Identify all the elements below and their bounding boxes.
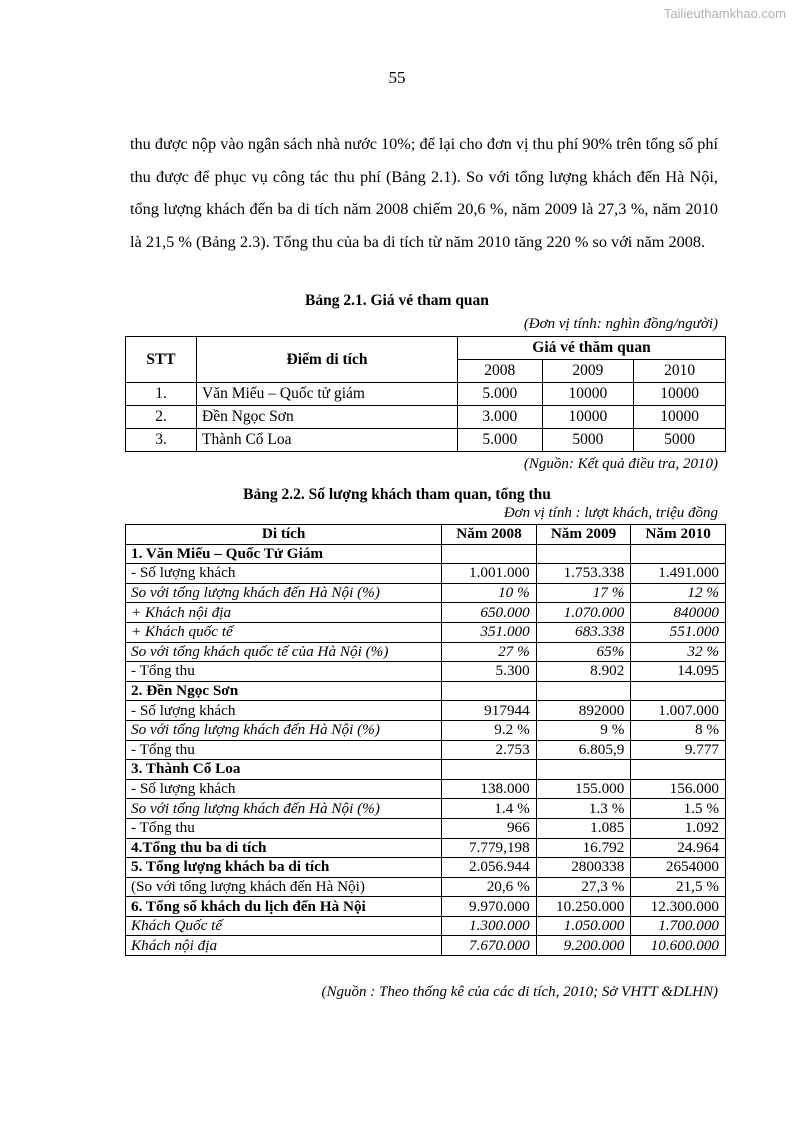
cell-value <box>536 760 631 780</box>
row-label: + Khách nội địa <box>126 603 442 623</box>
cell-value: 840000 <box>631 603 726 623</box>
visitors-revenue-table <box>125 524 726 956</box>
row-label: 4.Tổng thu ba di tích <box>126 838 442 858</box>
row-label: - Tổng thu <box>126 662 442 682</box>
cell-value: 5.000 <box>458 429 543 452</box>
cell-value: 156.000 <box>631 779 726 799</box>
row-label: So với tổng khách quốc tế của Hà Nội (%) <box>126 642 442 662</box>
cell-value <box>442 760 536 780</box>
cell-value: 10000 <box>634 383 726 406</box>
cell-value: 10000 <box>542 406 634 429</box>
cell-value: 10000 <box>542 383 634 406</box>
cell-value: 5.000 <box>458 383 543 406</box>
cell-value: 12.300.000 <box>631 897 726 917</box>
cell-value: 16.792 <box>536 838 631 858</box>
cell-value: 10000 <box>634 406 726 429</box>
cell-value: 1.007.000 <box>631 701 726 721</box>
cell-value: 650.000 <box>442 603 536 623</box>
cell-value: 8 % <box>631 720 726 740</box>
table1-unit: (Đơn vị tính: nghìn đồng/người) <box>523 316 718 332</box>
cell-value: 1.753.338 <box>536 564 631 584</box>
table-row <box>126 936 726 956</box>
cell-value: 2.056.944 <box>442 858 536 878</box>
cell-value: 9.777 <box>631 740 726 760</box>
cell-value: 20,6 % <box>442 877 536 897</box>
cell-value: 9.2 % <box>442 720 536 740</box>
cell-value: 10 % <box>442 583 536 603</box>
header-year: 2010 <box>634 360 726 383</box>
header-site: Di tích <box>126 525 442 545</box>
header-year: 2009 <box>542 360 634 383</box>
cell-value: 1.700.000 <box>631 916 726 936</box>
cell-value: 892000 <box>536 701 631 721</box>
cell-name: Đền Ngọc Sơn <box>197 406 458 429</box>
header-site: Điểm di tích <box>197 337 458 383</box>
table-row <box>126 583 726 603</box>
row-label: - Số lượng khách <box>126 564 442 584</box>
cell-value <box>442 544 536 564</box>
cell-value: 5000 <box>542 429 634 452</box>
cell-value <box>631 760 726 780</box>
cell-value: 2800338 <box>536 858 631 878</box>
cell-value <box>442 681 536 701</box>
cell-value: 27 % <box>442 642 536 662</box>
section-row <box>126 760 726 780</box>
cell-value: 1.050.000 <box>536 916 631 936</box>
cell-value: 2.753 <box>442 740 536 760</box>
cell-value: 6.805,9 <box>536 740 631 760</box>
table1-caption: Bảng 2.1. Giá vé tham quan <box>305 292 489 309</box>
cell-name: Văn Miếu – Quốc tử giám <box>197 383 458 406</box>
table-row <box>126 877 726 897</box>
cell-value: 155.000 <box>536 779 631 799</box>
cell-value: 9.200.000 <box>536 936 631 956</box>
row-label: 2. Đền Ngọc Sơn <box>126 681 442 701</box>
row-label: Khách Quốc tế <box>126 916 442 936</box>
cell-value: 65% <box>536 642 631 662</box>
table-row <box>126 779 726 799</box>
row-label: So với tổng lượng khách đến Hà Nội (%) <box>126 720 442 740</box>
cell-value: 1.5 % <box>631 799 726 819</box>
cell-value <box>631 681 726 701</box>
body-paragraph: thu được nộp vào ngân sách nhà nước 10%; để lại cho đơn vị thu phí 90% trên tổng số phí thu được để phục vụ công tác thu phí (Bảng 2.1). So với tổng lượng khách đến Hà Nội, tổng lượng khách đến ba di tích năm 2008 chiếm 20,6 %, năm 2009 là 27,3 %, năm 2010 là 21,5 % (Bảng 2.3). Tổng thu của ba di tích từ năm 2010 tăng 220 % so với năm 2008. <box>130 134 718 251</box>
table-row <box>126 383 726 406</box>
row-label: So với tổng lượng khách đến Hà Nội (%) <box>126 583 442 603</box>
cell-value: 551.000 <box>631 622 726 642</box>
cell-name: Thành Cổ Loa <box>197 429 458 452</box>
row-label: - Số lượng khách <box>126 779 442 799</box>
row-label: + Khách quốc tế <box>126 622 442 642</box>
cell-stt: 1. <box>126 383 197 406</box>
cell-value: 21,5 % <box>631 877 726 897</box>
page-number: 55 <box>388 68 406 87</box>
row-label: 3. Thành Cổ Loa <box>126 760 442 780</box>
cell-value: 138.000 <box>442 779 536 799</box>
total-row <box>126 838 726 858</box>
header-year: Năm 2009 <box>536 525 631 545</box>
table-row <box>126 799 726 819</box>
cell-value: 17 % <box>536 583 631 603</box>
table2-unit: Đơn vị tính : lượt khách, triệu đồng <box>503 505 718 521</box>
cell-value: 9.970.000 <box>442 897 536 917</box>
table2-source: (Nguồn : Theo thống kê của các di tích, 2010; Sở VHTT &DLHN) <box>321 984 718 1000</box>
cell-stt: 2. <box>126 406 197 429</box>
cell-value: 1.070.000 <box>536 603 631 623</box>
header-price-group: Giá vé thăm quan <box>458 337 726 360</box>
cell-value: 7.670.000 <box>442 936 536 956</box>
table-row <box>126 622 726 642</box>
row-label: (So với tổng lượng khách đến Hà Nội) <box>126 877 442 897</box>
row-label: - Tổng thu <box>126 740 442 760</box>
cell-value: 5000 <box>634 429 726 452</box>
header-year: Năm 2010 <box>631 525 726 545</box>
row-label: - Tổng thu <box>126 818 442 838</box>
cell-value <box>536 681 631 701</box>
cell-value: 5.300 <box>442 662 536 682</box>
cell-value: 966 <box>442 818 536 838</box>
watermark: Tailieuthamkhao.com <box>663 6 786 21</box>
table-header-row <box>126 337 726 360</box>
cell-value: 1.085 <box>536 818 631 838</box>
cell-value: 351.000 <box>442 622 536 642</box>
table-row <box>126 662 726 682</box>
cell-value: 3.000 <box>458 406 543 429</box>
cell-value: 27,3 % <box>536 877 631 897</box>
cell-value: 9 % <box>536 720 631 740</box>
section-row <box>126 681 726 701</box>
cell-value: 2654000 <box>631 858 726 878</box>
header-stt: STT <box>126 337 197 383</box>
cell-value: 14.095 <box>631 662 726 682</box>
table1-source: (Nguồn: Kết quả điều tra, 2010) <box>523 456 718 472</box>
table2-caption: Bảng 2.2. Số lượng khách tham quan, tổng thu <box>243 486 551 503</box>
cell-stt: 3. <box>126 429 197 452</box>
table-header-row <box>126 525 726 545</box>
table-row <box>126 720 726 740</box>
cell-value: 683.338 <box>536 622 631 642</box>
table-row <box>126 642 726 662</box>
section-row <box>126 544 726 564</box>
table-row <box>126 603 726 623</box>
cell-value: 7.779,198 <box>442 838 536 858</box>
row-label: So với tổng lượng khách đến Hà Nội (%) <box>126 799 442 819</box>
row-label: 5. Tổng lượng khách ba di tích <box>126 858 442 878</box>
cell-value: 12 % <box>631 583 726 603</box>
row-label: 1. Văn Miếu – Quốc Tử Giám <box>126 544 442 564</box>
cell-value: 1.491.000 <box>631 564 726 584</box>
ticket-price-table <box>125 336 726 452</box>
total-row <box>126 858 726 878</box>
cell-value <box>536 544 631 564</box>
table-row <box>126 406 726 429</box>
cell-value <box>631 544 726 564</box>
row-label: Khách nội địa <box>126 936 442 956</box>
cell-value: 10.250.000 <box>536 897 631 917</box>
cell-value: 32 % <box>631 642 726 662</box>
cell-value: 1.4 % <box>442 799 536 819</box>
table-row <box>126 818 726 838</box>
cell-value: 917944 <box>442 701 536 721</box>
cell-value: 1.300.000 <box>442 916 536 936</box>
table-row <box>126 740 726 760</box>
header-year: Năm 2008 <box>442 525 536 545</box>
table-row <box>126 429 726 452</box>
cell-value: 1.3 % <box>536 799 631 819</box>
row-label: 6. Tổng số khách du lịch đến Hà Nội <box>126 897 442 917</box>
cell-value: 24.964 <box>631 838 726 858</box>
header-year: 2008 <box>458 360 543 383</box>
table-row <box>126 916 726 936</box>
total-row <box>126 897 726 917</box>
cell-value: 1.092 <box>631 818 726 838</box>
row-label: - Số lượng khách <box>126 701 442 721</box>
cell-value: 8.902 <box>536 662 631 682</box>
cell-value: 1.001.000 <box>442 564 536 584</box>
cell-value: 10.600.000 <box>631 936 726 956</box>
table-row <box>126 701 726 721</box>
table-row <box>126 564 726 584</box>
